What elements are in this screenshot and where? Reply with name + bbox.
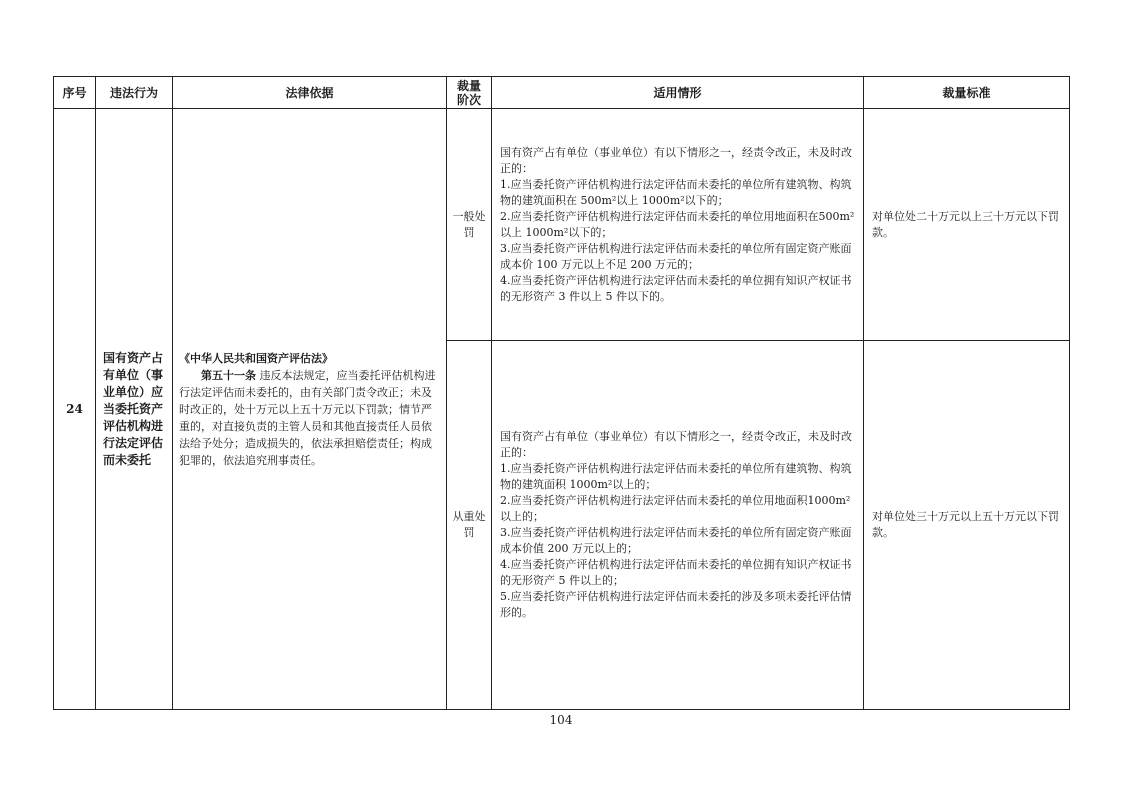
condition-line: 1.应当委托资产评估机构进行法定评估而未委托的单位所有建筑物、构筑物的建筑面积在 500m²以上 1000m²以下的； bbox=[500, 177, 852, 207]
table-row bbox=[54, 109, 1070, 341]
condition-line: 2.应当委托资产评估机构进行法定评估而未委托的单位用地面积1000m²以上的； bbox=[500, 494, 851, 523]
header-basis: 法律依据 bbox=[173, 77, 447, 109]
header-level bbox=[447, 77, 492, 109]
law-title: 《中华人民共和国资产评估法》 bbox=[179, 351, 333, 365]
header-conditions: 适用情形 bbox=[492, 77, 864, 109]
header-level-text: 裁量阶次 bbox=[456, 78, 481, 107]
article-number: 第五十一条 bbox=[201, 368, 256, 382]
conditions-general bbox=[492, 109, 864, 341]
condition-line: 国有资产占有单位（事业单位）有以下情形之一，经责令改正，未及时改正的： bbox=[500, 145, 852, 175]
legal-basis bbox=[173, 109, 447, 710]
condition-line: 4.应当委托资产评估机构进行法定评估而未委托的单位拥有知识产权证书的无形资产 5 件以上的； bbox=[500, 558, 852, 587]
penalty-discretion-table bbox=[53, 76, 1070, 710]
condition-line: 国有资产占有单位（事业单位）有以下情形之一，经责令改正，未及时改正的： bbox=[500, 430, 852, 459]
condition-line: 1.应当委托资产评估机构进行法定评估而未委托的单位所有建筑物、构筑物的建筑面积 1000m²以上的； bbox=[500, 462, 852, 491]
conditions-aggravated bbox=[492, 341, 864, 710]
condition-line: 5.应当委托资产评估机构进行法定评估而未委托的涉及多项未委托评估情形的。 bbox=[500, 590, 852, 619]
condition-line: 3.应当委托资产评估机构进行法定评估而未委托的单位所有固定资产账面成本价 100 万元以上不足 200 万元的； bbox=[500, 241, 852, 271]
header-standard: 裁量标准 bbox=[864, 77, 1070, 109]
article-text: 违反本法规定，应当委托评估机构进行法定评估而未委托的，由有关部门责令改正；未及时改正的，处十万元以上五十万元以下罚款；情节严重的，对直接负责的主管人员和其他直接责任人员依法给予处分；造成损失的，依法承担赔偿责任；构成犯罪的，依法追究刑事责任。 bbox=[179, 368, 436, 467]
condition-line: 4.应当委托资产评估机构进行法定评估而未委托的单位拥有知识产权证书的无形资产 3 件以上 5 件以下的。 bbox=[500, 273, 852, 303]
row-number: 24 bbox=[54, 109, 96, 710]
standard-general: 对单位处二十万元以上三十万元以下罚款。 bbox=[864, 109, 1070, 341]
condition-line: 3.应当委托资产评估机构进行法定评估而未委托的单位所有固定资产账面成本价值 200 万元以上的； bbox=[500, 526, 852, 555]
level-general: 一般处罚 bbox=[447, 109, 492, 341]
violation-act: 国有资产占有单位（事业单位）应当委托资产评估机构进行法定评估而未委托 bbox=[96, 109, 173, 710]
level-aggravated: 从重处罚 bbox=[447, 341, 492, 710]
standard-aggravated: 对单位处三十万元以上五十万元以下罚款。 bbox=[864, 341, 1070, 710]
header-no: 序号 bbox=[54, 77, 96, 109]
page-number: 104 bbox=[549, 713, 573, 727]
table-header-row bbox=[54, 77, 1070, 109]
header-act: 违法行为 bbox=[96, 77, 173, 109]
condition-line: 2.应当委托资产评估机构进行法定评估而未委托的单位用地面积在500m²以上 1000m²以下的； bbox=[500, 209, 855, 239]
